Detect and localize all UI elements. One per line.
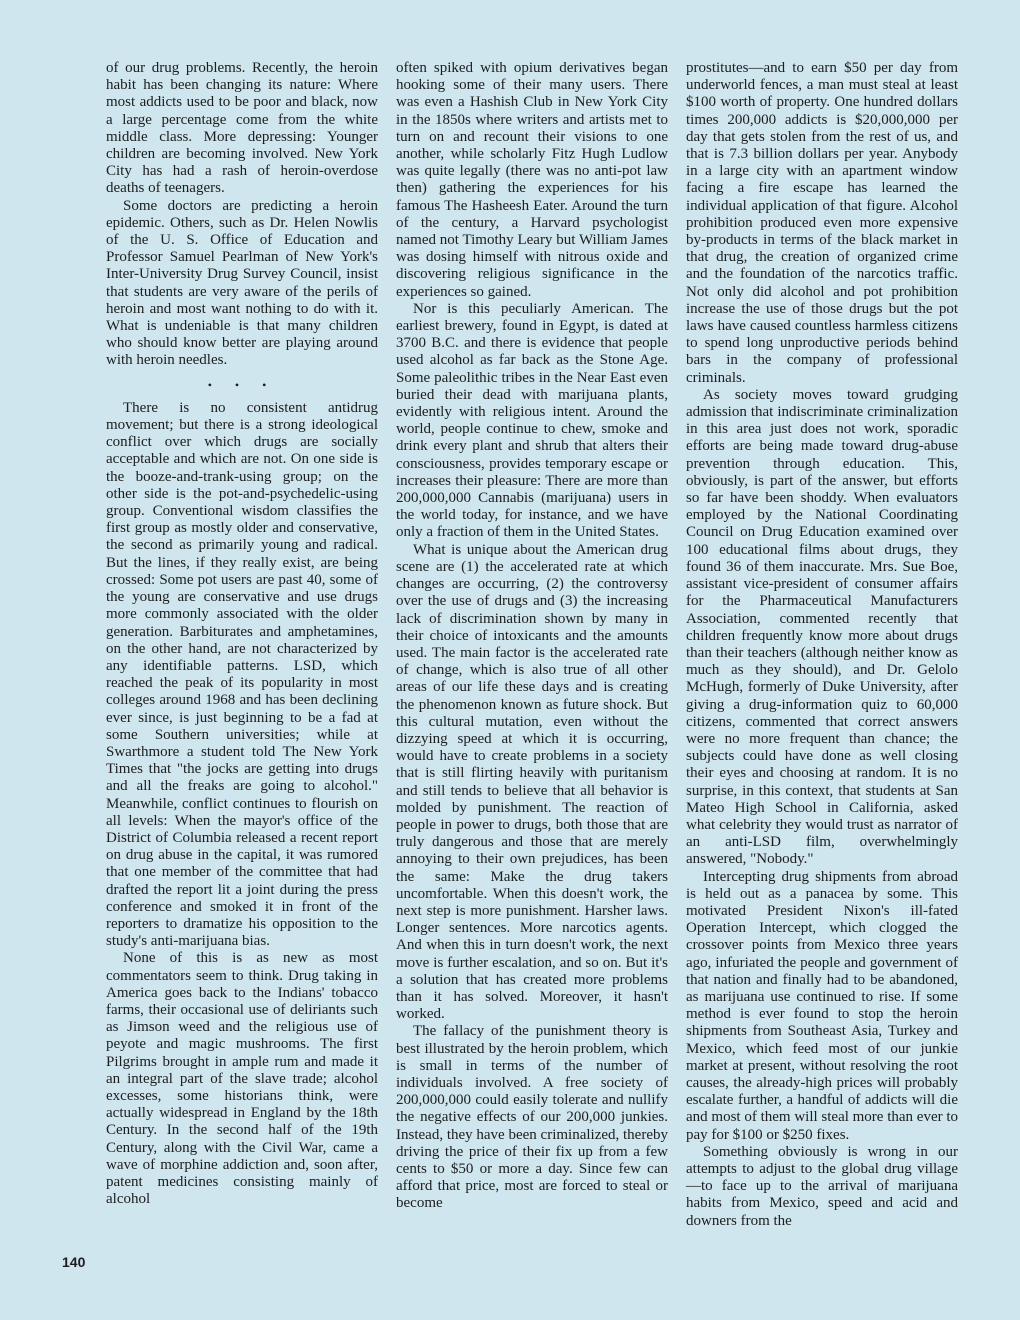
paragraph: What is unique about the American drug scene are (1) the accelerated rate at which changes are occurring, (2) the controversy over the use of drugs and (3) the increasing lack of discrimination shown by many in their choice of intoxicants and the amounts used. The main factor is the accelerated rate of change, which is also true of all other areas of our life these days and is creating the phenomenon known as future shock. But this cultural mutation, even without the dizzying speed at which it is occurring, would have to create problems in a society that is still flirting heavily with puritanism and still tends to believe that all behavior is molded by punishment. The reaction of people in power to drugs, both those that are truly dangerous and those that are merely annoying to their own prejudices, has been the same: Make the drug takers uncomfortable. When this doesn't work, the next step is more punishment. Harsher laws. Longer sentences. More narcotics agents. And when this in turn doesn't work, the next move is further escalation, and so on. But it's a solution that has created more problems than it has solved. Moreover, it hasn't worked. (396, 541, 668, 1023)
paragraph: Intercepting drug shipments from abroad is held out as a panacea by some. This motivated President Nixon's ill-fated Operation Intercept, which clogged the crossover points from Mexico three years ago, infuriated the people and government of that nation and finally had to be abandoned, as marijuana use continued to rise. If some method is ever found to stop the heroin shipments from Southeast Asia, Turkey and Mexico, which feed most of our junkie market at present, without resolving the root causes, the already-high prices will probably escalate further, a handful of addicts will die and most of them will steal more than ever to pay for $100 or $250 fixes. (686, 868, 959, 1143)
paragraph: Some doctors are predicting a heroin epidemic. Others, such as Dr. Helen Nowlis of the U. S. Office of Education and Professor Samuel Pearlman of New York's Inter-University Drug Survey Council, insist that students are very aware of the perils of heroin and most want nothing to do with it. What is undeniable is that many children who should know better are playing around with heroin needles. (106, 197, 378, 369)
paragraph: prostitutes—and to earn $50 per day from underworld fences, a man must steal at least $100 worth of property. One hundred dollars times 200,000 addicts is $20,000,000 per day that gets stolen from the rest of us, and that is 7.3 billion dollars per year. Anybody in a large city with an apartment window facing a fire escape has learned the individual application of that figure. Alcohol prohibition produced even more expensive by-products in terms of the black market in that drug, the creation of organized crime and the foundation of the narcotics traffic. Not only did alcohol and pot prohibition increase the use of those drugs but the pot laws have caused countless harmless citizens to spend long unproductive periods behind bars in the company of professional criminals. (686, 60, 958, 386)
text-column-1 (106, 60, 378, 1208)
text-column-3 (686, 60, 958, 1230)
paragraph: The fallacy of the punishment theory is best illustrated by the heroin problem, which is small in terms of the number of individuals involved. A free society of 200,000,000 could easily tolerate and nullify the negative effects of our 200,000 junkies. Instead, they have been criminalized, thereby driving the price of their fix up from a few cents to $50 or more a day. Since few can afford that price, most are forced to steal or become (396, 1023, 668, 1212)
paragraph: Something obviously is wrong in our attempts to adjust to the global drug village—to face up to the arrival of marijuana habits from Mexico, speed and acid and downers from the (686, 1143, 958, 1229)
paragraph: often spiked with opium derivatives began hooking some of their many users. There was even a Hashish Club in New York City in the 1850s where writers and artists met to turn on and recount their visions to one another, while scholarly Fitz Hugh Ludlow was quite legally (there was no anti-pot law then) gathering the experiences for his famous The Hasheesh Eater. Around the turn of the century, a Harvard psychologist named not Timothy Leary but William James was dosing himself with nitrous oxide and discovering religious significance in the experiences so gained. (396, 60, 668, 300)
text-column-2 (396, 60, 668, 1213)
paragraph: of our drug problems. Recently, the heroin habit has been changing its nature: Where most addicts used to be poor and black, now a large percentage come from the white middle class. More depressing: Younger children are becoming involved. New York City has had a rash of heroin-overdose deaths of teenagers. (106, 60, 378, 197)
section-separator: • • • (207, 377, 277, 392)
paragraph: There is no consistent antidrug movement; but there is a strong ideological conflict over which drugs are socially acceptable and which are not. On one side is the booze-and-trank-using group; on the other side is the pot-and-psychedelic-using group. Conventional wisdom classifies the first group as mostly older and conservative, the second as primarily young and radical. But the lines, if they really exist, are being crossed: Some pot users are past 40, some of the young are conservative and use drugs more commonly associated with the older generation. Barbiturates and amphetamines, on the other hand, are not characterized by any identifiable patterns. LSD, which reached the peak of its popularity in most colleges around 1968 and has been declining ever since, is just beginning to be a fad at some Southern universities; while at Swarthmore a student told The New York Times that "the jocks are getting into drugs and all the freaks are going to alcohol." Meanwhile, conflict continues to flourish on all levels: When the mayor's office of the District of Columbia released a recent report on drug abuse in the capital, it was rumored that one member of the committee that had drafted the report lit a joint during the press conference and smoked it in front of the reporters to dramatize his opposition to the study's anti-marijuana bias. (106, 399, 378, 950)
paragraph: As society moves toward grudging admission that indiscriminate criminalization in this area just does not work, sporadic efforts are being made toward drug-abuse prevention through education. This, obviously, is part of the answer, but efforts so far have been shoddy. When evaluators employed by the National Coordinating Council on Drug Education examined over 100 educational films about drugs, they found 36 of them inaccurate. Mrs. Sue Boe, assistant vice-president of consumer affairs for the Pharmaceutical Manufacturers Association, commented recently that children frequently know more about drugs than their teachers (although neither know as much as they should), and Dr. Gelolo McHugh, formerly of Duke University, after giving a drug-information quiz to 60,000 citizens, commented that correct answers were no more frequent than chance; the subjects could have done as well closing their eyes and choosing at random. It is no surprise, in this context, that students at San Mateo High School in California, asked what celebrity they would trust as narrator of an anti-LSD film, overwhelmingly answered, "Nobody." (686, 386, 958, 868)
page-number: 140 (62, 1254, 86, 1270)
paragraph: Nor is this peculiarly American. The earliest brewery, found in Egypt, is dated at 3700 B.C. and there is evidence that people used alcohol as far back as the Stone Age. Some paleolithic tribes in the Near East even buried their dead with marijuana plants, evidently with religious intent. Around the world, people continue to chew, smoke and drink every plant and shrub that alters their consciousness, provides temporary escape or increases their pleasure: There are more than 200,000,000 Cannabis (marijuana) users in the world today, for instance, and we have only a fraction of them in the United States. (396, 300, 668, 541)
paragraph: None of this is as new as most commentators seem to think. Drug taking in America goes back to the Indians' tobacco farms, their occasional use of deliriants such as Jimson weed and the religious use of peyote and magic mushrooms. The first Pilgrims brought in ample rum and made it an integral part of the slave trade; alcohol excesses, some historians think, were actually widespread in England by the 18th Century. In the second half of the 19th Century, along with the Civil War, came a wave of morphine addiction and, soon after, patent medicines consisting mainly of alcohol (106, 950, 378, 1208)
